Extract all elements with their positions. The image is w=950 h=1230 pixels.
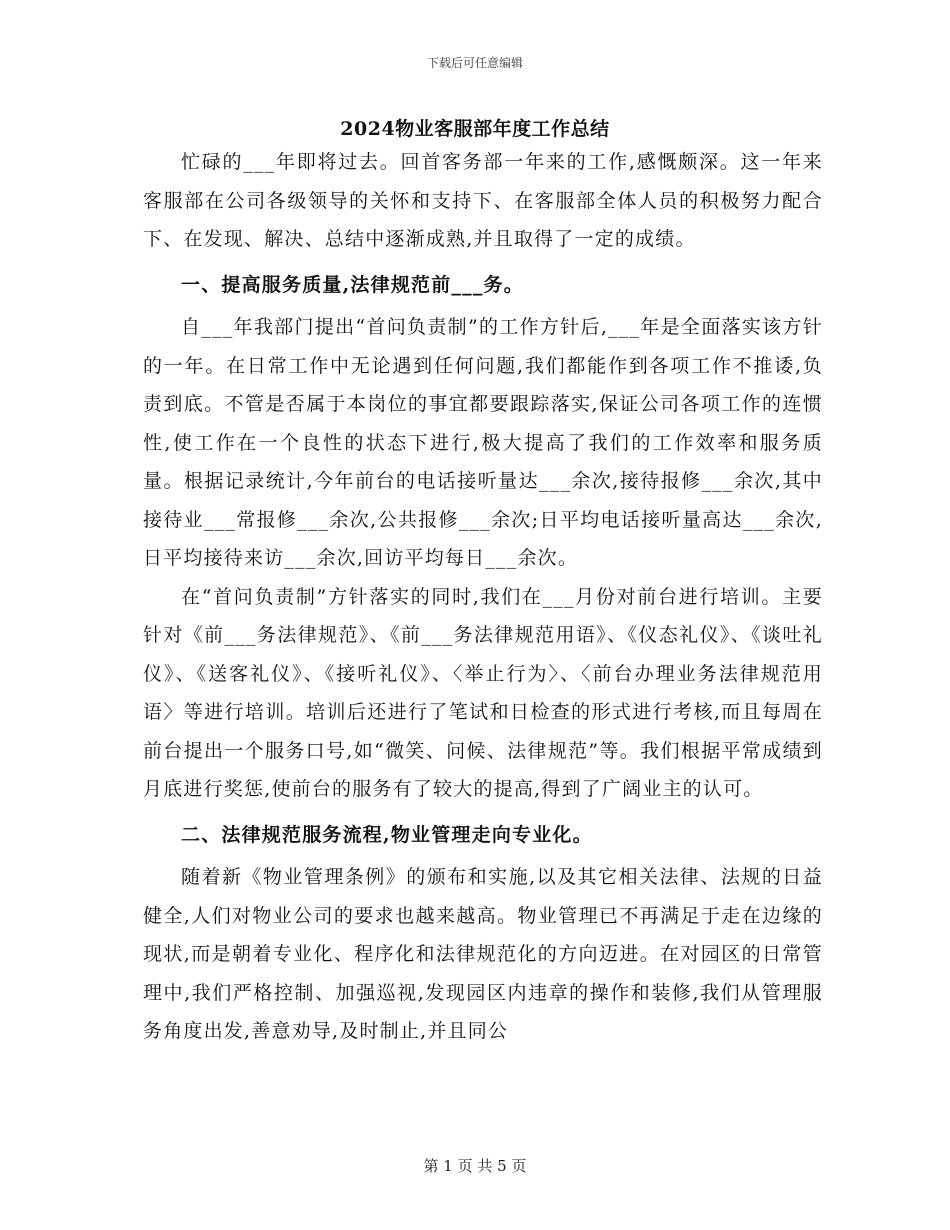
document-title: 2024物业客服部年度工作总结 — [340, 118, 610, 140]
header-note: 下载后可任意编辑 — [426, 56, 523, 70]
section-heading-2: 二、法律规范服务流程,物业管理走向专业化。 — [181, 823, 593, 846]
paragraph-section2-a: 随着新《物业管理条例》的颁布和实施,以及其它相关法律、法规的日益健全,人们对物业公司的要求也越来越高。物业管理已不再满足于走在边缘的现状,而是朝着专业化、程序化和法律规范化的方向迈进。在对园区的日常管理中,我们严格控制、加强巡视,发现园区内违章的操作和装修,我们从管理服务角度出发,善意劝导,及时制止,并且同公 — [143, 866, 823, 1042]
paragraph-section1-a: 自___年我部门提出“首问负责制”的工作方针后,___年是全面落实该方针的一年。在日常工作中无论遇到任何问题,我们都能作到各项工作不推诿,负责到底。不管是否属于本岗位的事宜都要跟踪落实,保证公司各项工作的连惯性,使工作在一个良性的状态下进行,极大提高了我们的工作效率和服务质量。根据记录统计,今年前台的电话接听量达___余次,接待报修___余次,其中接待业___常报修___余次,公共报修___余次;日平均电话接听量高达___余次,日平均接待来访___余次,回访平均每日___余次。 — [143, 316, 823, 569]
paragraph-intro: 忙碌的___年即将过去。回首客务部一年来的工作,感慨颇深。这一年来客服部在公司各级领导的关怀和支持下、在客服部全体人员的积极努力配合下、在发现、解决、总结中逐渐成熟,并且取得了一定的成绩。 — [143, 151, 823, 250]
page-footer: 第 1 页 共 5 页 — [423, 1157, 527, 1175]
document-body — [143, 143, 823, 1051]
section-heading-1: 一、提高服务质量,法律规范前___务。 — [181, 273, 524, 296]
paragraph-section1-b: 在“首问负责制”方针落实的同时,我们在___月份对前台进行培训。主要针对《前___务法律规范》、《前___务法律规范用语》、《仪态礼仪》、《谈吐礼仪》、《送客礼仪》、《接听礼仪》、〈举止行为〉、〈前台办理业务法律规范用语〉等进行培训。培训后还进行了笔试和日检查的形式进行考核,而且每周在前台提出一个服务口号,如“微笑、问候、法律规范”等。我们根据平常成绩到月底进行奖惩,使前台的服务有了较大的提高,得到了广阔业主的认可。 — [143, 585, 823, 800]
